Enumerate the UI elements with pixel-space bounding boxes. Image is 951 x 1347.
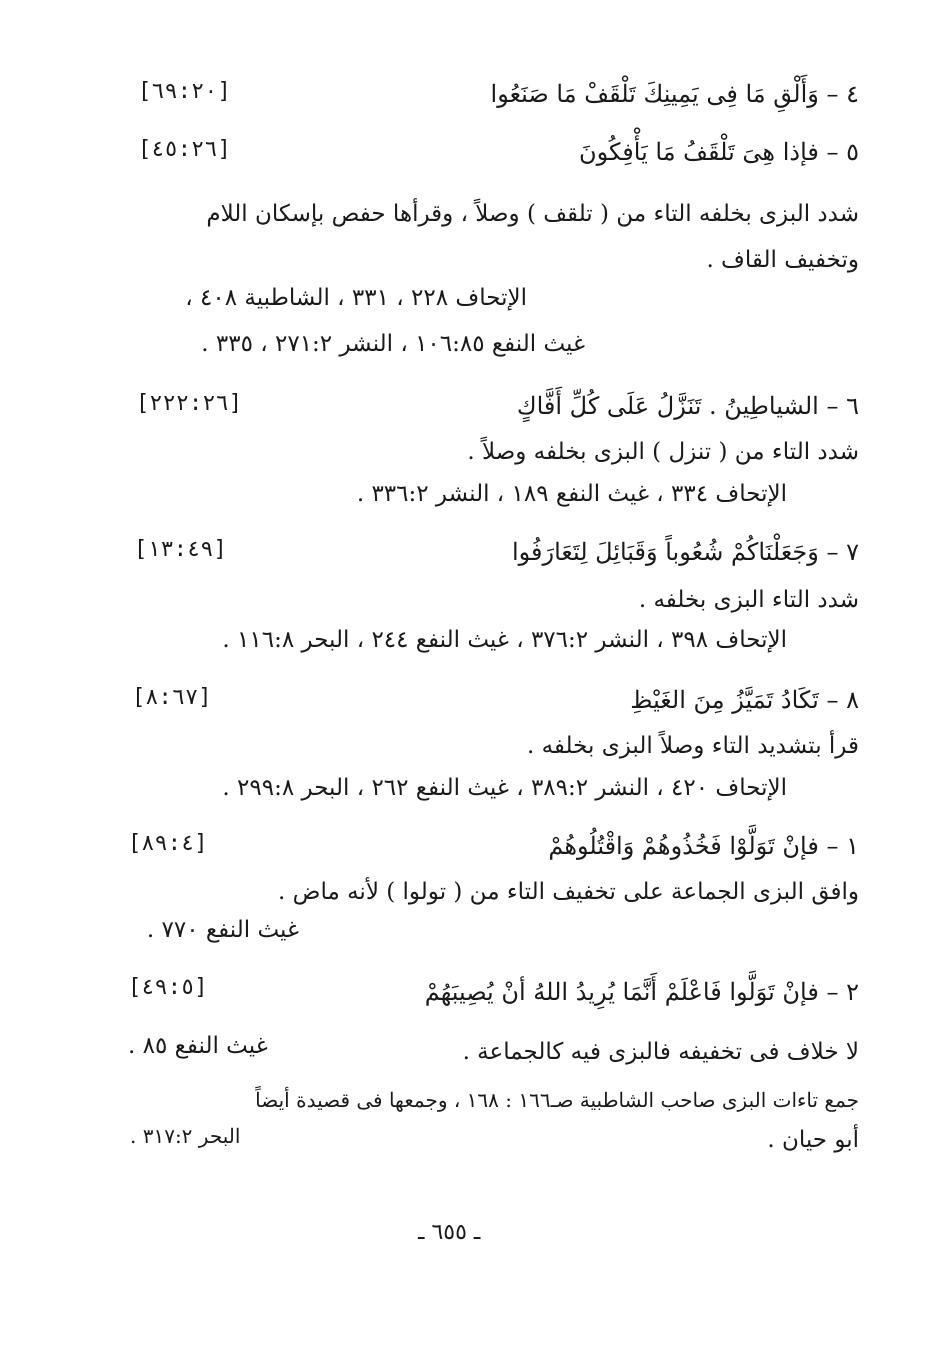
verse-reference: [٨:٦٧] bbox=[132, 685, 212, 710]
page-number: ـ ٦٥٥ ـ bbox=[418, 1220, 481, 1245]
citation-side-note: غيث النفع ٨٥ . bbox=[128, 1033, 268, 1059]
verse-reference: [٢٢٢:٢٦] bbox=[136, 391, 242, 416]
verse-reference: [١٣:٤٩] bbox=[134, 537, 227, 562]
citation-line: الإتحاف ٢٢٨ ، ٣٣١ ، الشاطبية ٤٠٨ ، bbox=[185, 285, 527, 311]
commentary-line: أبو حيان . bbox=[767, 1127, 859, 1153]
verse-line-7: ٧ – وَجَعَلْنَاكُمْ شُعُوباً وَقَبَائِلَ لِتَعَارَفُوا bbox=[511, 538, 859, 566]
verse-reference: [٤٩:٥] bbox=[128, 975, 208, 1000]
verse-line-6: ٦ – الشياطِينُ . تَنَزَّلُ عَلَى كُلِّ أَفَّاكٍ bbox=[516, 392, 859, 420]
citation-line: غيث النفع ٧٧٠ . bbox=[146, 917, 299, 943]
citation-line: الإتحاف ٤٢٠ ، النشر ٣٨٩:٢ ، غيث النفع ٢٦٢ ، البحر ٢٩٩:٨ . bbox=[222, 775, 787, 801]
verse-reference: [٦٩:٢٠] bbox=[138, 79, 231, 104]
commentary-line: شدد التاء البزى بخلفه . bbox=[638, 587, 859, 613]
verse-reference: [٨٩:٤] bbox=[128, 831, 208, 856]
verse-line-2: ٢ – فإنْ تَوَلَّوا فَاعْلَمْ أَنَّمَا يُرِيدُ اللهُ أنْ يُصِيبَهُمْ bbox=[424, 978, 859, 1006]
verse-line-4: ٤ – وَأَلْقِ مَا فِى يَمِينِكَ تَلْقَفْ مَا صَنَعُوا bbox=[490, 80, 859, 108]
verse-line-5: ٥ – فإذا هِىَ تَلْقَفُ مَا يَأْفِكُونَ bbox=[579, 138, 859, 166]
citation-line: الإتحاف ٣٣٤ ، غيث النفع ١٨٩ ، النشر ٣٣٦:٢ . bbox=[356, 481, 787, 507]
commentary-line: شدد البزى بخلفه التاء من ( تلقف ) وصلاً ، وقرأها حفص بإسكان اللام bbox=[206, 201, 859, 227]
commentary-line: قرأ بتشديد التاء وصلاً البزى بخلفه . bbox=[526, 733, 859, 759]
commentary-line: وتخفيف القاف . bbox=[706, 247, 859, 273]
citation-line: غيث النفع ١٠٦:٨٥ ، النشر ٢٧١:٢ ، ٣٣٥ . bbox=[201, 331, 585, 357]
citation-line: الإتحاف ٣٩٨ ، النشر ٣٧٦:٢ ، غيث النفع ٢٤٤ ، البحر ١١٦:٨ . bbox=[222, 627, 787, 653]
commentary-line: جمع تاءات البزى صاحب الشاطبية صـ١٦٦ : ١٦٨ ، وجمعها فى قصيدة أيضاً bbox=[255, 1088, 859, 1112]
commentary-line: شدد التاء من ( تنزل ) البزى بخلفه وصلاً . bbox=[467, 439, 859, 465]
commentary-line: لا خلاف فى تخفيفه فالبزى فيه كالجماعة . bbox=[462, 1039, 859, 1065]
verse-line-8: ٨ – تَكَادُ تَمَيَّزُ مِنَ الغَيْظِ bbox=[630, 686, 859, 714]
verse-line-1: ١ – فإنْ تَوَلَّوْا فَخُذُوهُمْ وَاقْتُلُوهُمْ bbox=[548, 832, 859, 860]
citation-side-note: البحر ٣١٧:٢ . bbox=[130, 1124, 241, 1148]
verse-reference: [٤٥:٢٦] bbox=[138, 137, 231, 162]
commentary-line: وافق البزى الجماعة على تخفيف التاء من ( تولوا ) لأنه ماض . bbox=[278, 879, 859, 905]
